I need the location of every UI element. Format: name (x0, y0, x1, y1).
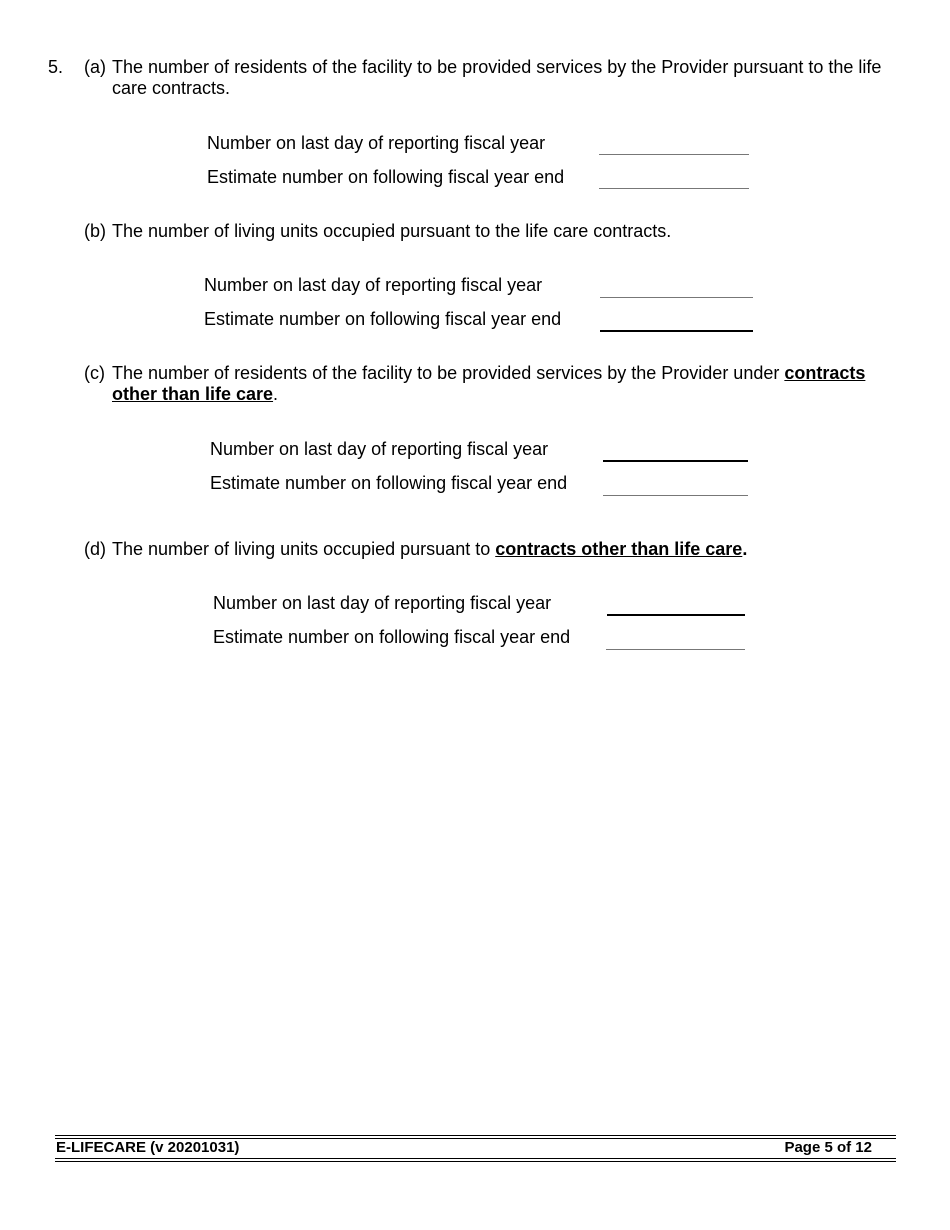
part-d-label: (d) (84, 539, 106, 559)
part-a-text: The number of residents of the facility to be provided services by the Provider pursuant to the life care contracts. (112, 57, 882, 98)
part-d-row2-label: Estimate number on following fiscal year end (213, 627, 571, 647)
footer-rule-bottom-2 (55, 1161, 896, 1162)
part-d-text-end: . (742, 539, 748, 559)
part-a-row1-input[interactable] (599, 130, 749, 155)
part-d-text-start: The number of living units occupied pursuant to (112, 539, 496, 559)
footer-rule-top-1 (55, 1135, 896, 1136)
part-b-row2-label: Estimate number on following fiscal year end (204, 309, 562, 329)
part-d-row1-input[interactable] (607, 590, 745, 616)
part-a-label: (a) (84, 57, 106, 77)
part-b-row2-input[interactable] (600, 306, 753, 332)
part-d-row1-label: Number on last day of reporting fiscal year (213, 593, 552, 613)
part-d-text (112, 539, 747, 560)
part-a-row2-label: Estimate number on following fiscal year end (207, 167, 565, 187)
part-c-emphasis: contracts other than life care (112, 363, 866, 404)
part-c-text-end: . (273, 384, 279, 404)
part-d-row2-input[interactable] (606, 625, 745, 650)
part-a-row1-label: Number on last day of reporting fiscal year (207, 133, 546, 153)
part-c-text (112, 363, 892, 405)
part-b-label: (b) (84, 221, 106, 241)
part-c-label: (c) (84, 363, 105, 383)
part-c-text-start: The number of residents of the facility to be provided services by the Provider under (112, 363, 785, 383)
question-number: 5. (48, 57, 64, 77)
part-c-row1-input[interactable] (603, 436, 748, 462)
part-b-row1-label: Number on last day of reporting fiscal year (204, 275, 543, 295)
part-a-row2-input[interactable] (599, 164, 749, 189)
part-c-row2-label: Estimate number on following fiscal year end (210, 473, 568, 493)
part-b-text: The number of living units occupied pursuant to the life care contracts. (112, 221, 672, 241)
part-c-row2-input[interactable] (603, 471, 748, 496)
footer-form-id: E-LIFECARE (v 20201031) (56, 1139, 240, 1156)
footer-page-number: Page 5 of 12 (784, 1139, 872, 1156)
footer-rule-bottom-1 (55, 1158, 896, 1159)
part-c-row1-label: Number on last day of reporting fiscal year (210, 439, 549, 459)
part-d-emphasis: contracts other than life care (495, 539, 743, 559)
part-b-row1-input[interactable] (600, 273, 753, 298)
